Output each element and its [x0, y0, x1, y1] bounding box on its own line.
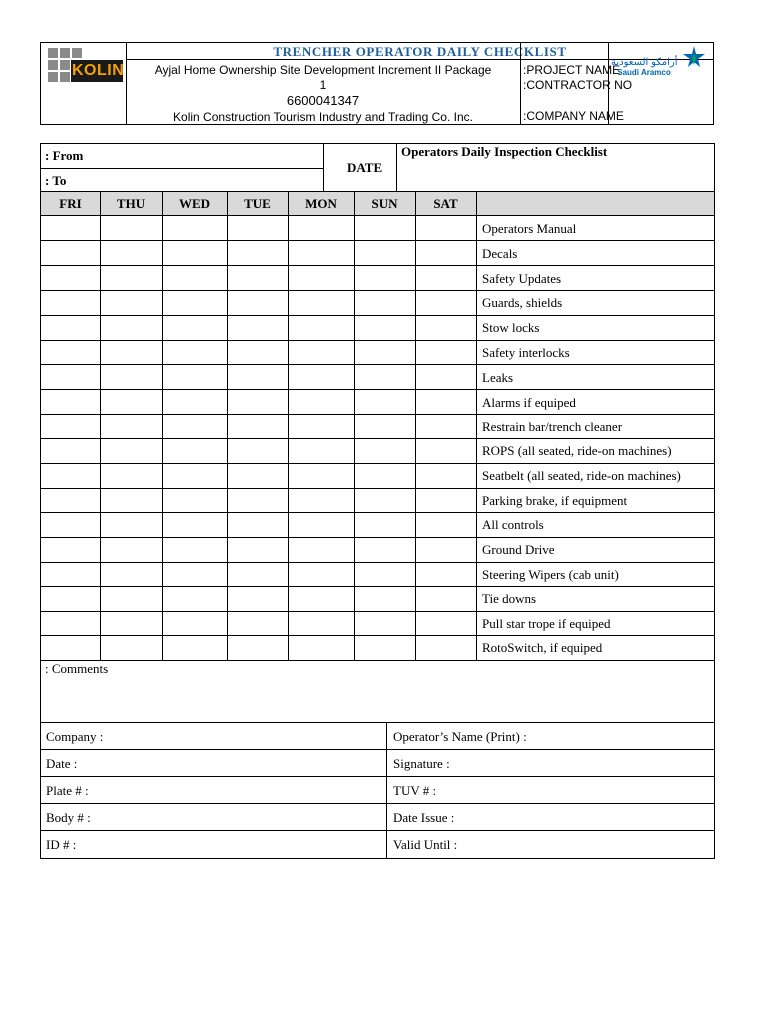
- company-name-label: :COMPANY NAME: [523, 109, 624, 123]
- day-header-tue: TUE: [244, 196, 271, 211]
- checklist-item: RotoSwitch, if equiped: [482, 640, 603, 655]
- day-header-wed: WED: [178, 196, 211, 211]
- valid-until-label: Valid Until :: [393, 837, 458, 852]
- checklist-item: Pull star trope if equiped: [482, 616, 611, 631]
- kolin-logo-text: KOLIN: [72, 62, 125, 79]
- day-header-fri: FRI: [59, 196, 82, 211]
- checklist-item: Leaks: [482, 370, 514, 385]
- project-name-line1: Ayjal Home Ownership Site Development Increment II Package: [154, 63, 492, 77]
- project-labels-cell: [521, 43, 633, 124]
- plate-field-label: Plate # :: [46, 783, 89, 798]
- project-info-cell: [127, 43, 521, 124]
- date-label: DATE: [347, 160, 383, 175]
- kolin-logo-cell: [41, 43, 127, 124]
- project-name-label: :PROJECT NAME: [523, 63, 621, 77]
- checklist-item: ROPS (all seated, ride-on machines): [482, 443, 672, 458]
- day-header-sat: SAT: [433, 196, 458, 211]
- document-title: TRENCHER OPERATOR DAILY CHECKLIST: [273, 44, 567, 59]
- contractor-no-label: :CONTRACTOR NO: [523, 78, 633, 92]
- checklist-item: Ground Drive: [482, 542, 555, 557]
- checklist-table: [40, 143, 715, 859]
- company-full-name: Kolin Construction Tourism Industry and Trading Co. Inc.: [173, 110, 473, 124]
- checklist-title: Operators Daily Inspection Checklist: [401, 144, 608, 159]
- checklist-item: Steering Wipers (cab unit): [482, 567, 619, 582]
- aramco-english-text: Saudi Aramco: [617, 68, 671, 77]
- from-label: : From: [45, 148, 84, 163]
- date-field-label: Date :: [46, 756, 78, 771]
- document-header: [40, 42, 714, 125]
- checklist-item: Safety interlocks: [482, 345, 570, 360]
- to-label: : To: [45, 173, 67, 188]
- checklist-item: Guards, shields: [482, 295, 563, 310]
- id-field-label: ID # :: [46, 837, 77, 852]
- operator-name-label: Operator’s Name (Print) :: [393, 729, 527, 744]
- signature-label: Signature :: [393, 756, 450, 771]
- checklist-item: Parking brake, if equipment: [482, 493, 628, 508]
- aramco-star-icon: [681, 45, 707, 69]
- checklist-item: Safety Updates: [482, 271, 562, 286]
- body-field-label: Body # :: [46, 810, 91, 825]
- day-header-thu: THU: [116, 196, 146, 211]
- company-field-label: Company :: [46, 729, 104, 744]
- aramco-arabic-text: أرامكو السعودية: [611, 57, 678, 68]
- contract-number: 6600041347: [286, 93, 360, 108]
- checklist-item: All controls: [482, 517, 544, 532]
- project-name-line2: 1: [319, 78, 327, 92]
- checklist-item: Operators Manual: [482, 221, 577, 236]
- tuv-field-label: TUV # :: [393, 783, 437, 798]
- checklist-item: Alarms if equiped: [482, 395, 576, 410]
- date-issue-label: Date Issue :: [393, 810, 455, 825]
- checklist-item: Decals: [482, 246, 518, 261]
- aramco-logo-cell: [609, 43, 713, 124]
- checklist-item: Tie downs: [482, 591, 537, 606]
- checklist-item: Restrain bar/trench cleaner: [482, 419, 623, 434]
- day-header-mon: MON: [305, 196, 337, 211]
- comments-label: : Comments: [45, 661, 109, 676]
- day-header-sun: SUN: [371, 196, 398, 211]
- checklist-item: Seatbelt (all seated, ride-on machines): [482, 468, 681, 483]
- checklist-item: Stow locks: [482, 320, 540, 335]
